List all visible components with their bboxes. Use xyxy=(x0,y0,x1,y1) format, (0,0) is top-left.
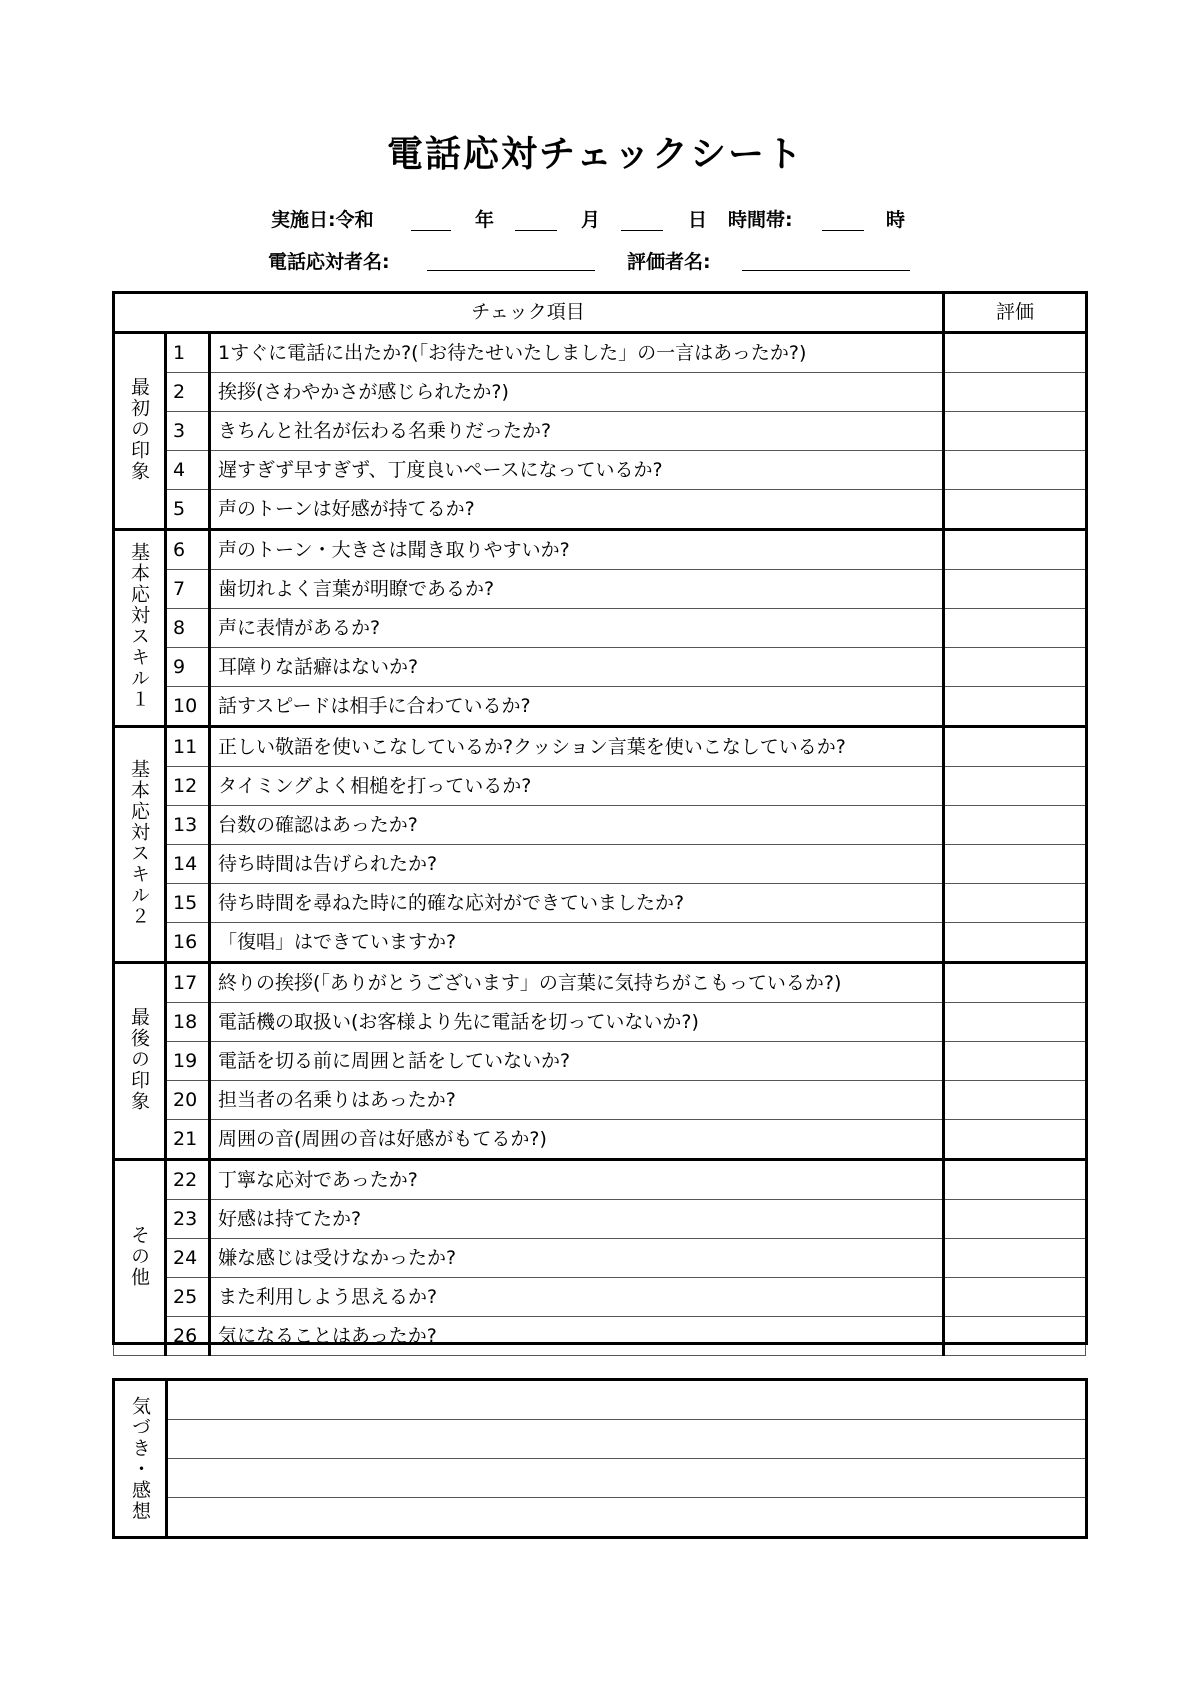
check-item-text: 好感は持てたか? xyxy=(210,1200,944,1239)
evaluation-cell[interactable] xyxy=(944,884,1086,923)
evaluation-cell[interactable] xyxy=(944,1317,1086,1356)
table-row xyxy=(114,923,1086,963)
evaluation-cell[interactable] xyxy=(944,570,1086,609)
evaluation-cell[interactable] xyxy=(944,490,1086,530)
check-item-text: 声に表情があるか? xyxy=(210,609,944,648)
item-number: 8 xyxy=(166,609,210,648)
item-number: 26 xyxy=(166,1317,210,1356)
evaluation-cell[interactable] xyxy=(944,767,1086,806)
header-evaluation: 評価 xyxy=(944,293,1086,333)
evaluation-cell[interactable] xyxy=(944,412,1086,451)
item-number: 11 xyxy=(166,727,210,767)
evaluator-label: 評価者名: xyxy=(627,251,711,273)
evaluation-cell[interactable] xyxy=(944,373,1086,412)
category-cell xyxy=(114,530,166,727)
note-line[interactable] xyxy=(168,1419,1085,1420)
table-row xyxy=(114,412,1086,451)
evaluation-cell[interactable] xyxy=(944,609,1086,648)
item-number: 13 xyxy=(166,806,210,845)
evaluation-cell[interactable] xyxy=(944,1081,1086,1120)
evaluation-cell[interactable] xyxy=(944,727,1086,767)
evaluation-cell[interactable] xyxy=(944,451,1086,490)
year-label: 年 xyxy=(475,209,495,231)
evaluation-cell[interactable] xyxy=(944,1200,1086,1239)
item-number: 5 xyxy=(166,490,210,530)
item-number: 25 xyxy=(166,1278,210,1317)
check-item-text: きちんと社名が伝わる名乗りだったか? xyxy=(210,412,944,451)
date-label: 実施日:令和 xyxy=(271,209,374,231)
check-item-text: 担当者の名乗りはあったか? xyxy=(210,1081,944,1120)
item-number: 23 xyxy=(166,1200,210,1239)
category-label: 最初の印象 xyxy=(128,376,150,482)
check-item-text: 話すスピードは相手に合わているか? xyxy=(210,687,944,727)
table-row xyxy=(114,806,1086,845)
evaluation-cell[interactable] xyxy=(944,530,1086,570)
table-row xyxy=(114,451,1086,490)
table-row xyxy=(114,1160,1086,1200)
table-row xyxy=(114,963,1086,1003)
check-item-text: 電話を切る前に周囲と話をしていないか? xyxy=(210,1042,944,1081)
item-number: 19 xyxy=(166,1042,210,1081)
evaluation-cell[interactable] xyxy=(944,1239,1086,1278)
page-title: 電話応対チェックシート xyxy=(387,134,804,175)
item-number: 18 xyxy=(166,1003,210,1042)
check-item-text: 正しい敬語を使いこなしているか?クッション言葉を使いこなしているか? xyxy=(210,727,944,767)
table-row xyxy=(114,1081,1086,1120)
item-number: 10 xyxy=(166,687,210,727)
item-number: 3 xyxy=(166,412,210,451)
notes-label-cell xyxy=(115,1381,168,1536)
check-item-text: また利用しよう思えるか? xyxy=(210,1278,944,1317)
day-field[interactable] xyxy=(621,230,663,231)
check-item-text: 丁寧な応対であったか? xyxy=(210,1160,944,1200)
table-row xyxy=(114,1317,1086,1356)
category-cell xyxy=(114,1160,166,1356)
notes-label: 気づき・感想 xyxy=(129,1395,151,1522)
check-item-text: 気になることはあったか? xyxy=(210,1317,944,1356)
table-row xyxy=(114,530,1086,570)
check-item-text: 遅すぎず早すぎず、丁度良いペースになっているか? xyxy=(210,451,944,490)
table-row xyxy=(114,648,1086,687)
table-row xyxy=(114,490,1086,530)
item-number: 6 xyxy=(166,530,210,570)
table-row xyxy=(114,687,1086,727)
evaluation-cell[interactable] xyxy=(944,963,1086,1003)
category-label: 基本応対スキル２ xyxy=(128,758,150,927)
table-row xyxy=(114,727,1086,767)
hour-label: 時 xyxy=(886,209,906,231)
item-number: 20 xyxy=(166,1081,210,1120)
month-label: 月 xyxy=(581,209,601,231)
category-label: その他 xyxy=(128,1224,150,1288)
evaluation-cell[interactable] xyxy=(944,1160,1086,1200)
check-item-text: 待ち時間は告げられたか? xyxy=(210,845,944,884)
check-item-text: 電話機の取扱い(お客様より先に電話を切っていないか?) xyxy=(210,1003,944,1042)
table-row xyxy=(114,333,1086,373)
category-label: 基本応対スキル１ xyxy=(128,542,150,710)
month-field[interactable] xyxy=(515,230,557,231)
evaluation-cell[interactable] xyxy=(944,1003,1086,1042)
day-label: 日 xyxy=(688,209,708,231)
check-item-text: 嫌な感じは受けなかったか? xyxy=(210,1239,944,1278)
header-check-item: チェック項目 xyxy=(114,293,944,333)
evaluation-cell[interactable] xyxy=(944,1120,1086,1160)
hour-field[interactable] xyxy=(822,230,864,231)
notes-box xyxy=(112,1378,1088,1539)
item-number: 12 xyxy=(166,767,210,806)
table-row xyxy=(114,1278,1086,1317)
checklist-table xyxy=(113,292,1086,1356)
item-number: 4 xyxy=(166,451,210,490)
check-item-text: 台数の確認はあったか? xyxy=(210,806,944,845)
item-number: 14 xyxy=(166,845,210,884)
year-field[interactable] xyxy=(411,230,451,231)
table-row xyxy=(114,767,1086,806)
time-label: 時間帯: xyxy=(728,209,793,231)
check-item-text: 終りの挨拶(「ありがとうございます」の言葉に気持ちがこもっているか?) xyxy=(210,963,944,1003)
category-cell xyxy=(114,963,166,1160)
item-number: 7 xyxy=(166,570,210,609)
item-number: 2 xyxy=(166,373,210,412)
table-row xyxy=(114,1200,1086,1239)
evaluator-field[interactable] xyxy=(742,270,910,271)
table-row xyxy=(114,1239,1086,1278)
category-cell xyxy=(114,333,166,530)
check-item-text: タイミングよく相槌を打っているか? xyxy=(210,767,944,806)
item-number: 1 xyxy=(166,333,210,373)
evaluation-cell[interactable] xyxy=(944,806,1086,845)
evaluation-cell[interactable] xyxy=(944,648,1086,687)
item-number: 21 xyxy=(166,1120,210,1160)
note-line[interactable] xyxy=(168,1458,1085,1459)
item-number: 17 xyxy=(166,963,210,1003)
table-row xyxy=(114,845,1086,884)
check-item-text: 「復唱」はできていますか? xyxy=(210,923,944,963)
evaluation-cell[interactable] xyxy=(944,687,1086,727)
item-number: 24 xyxy=(166,1239,210,1278)
table-row xyxy=(114,609,1086,648)
table-row xyxy=(114,1042,1086,1081)
category-label: 最後の印象 xyxy=(128,1006,150,1112)
evaluation-cell[interactable] xyxy=(944,1278,1086,1317)
check-item-text: 声のトーン・大きさは聞き取りやすいか? xyxy=(210,530,944,570)
item-number: 16 xyxy=(166,923,210,963)
check-item-text: 歯切れよく言葉が明瞭であるか? xyxy=(210,570,944,609)
table-row xyxy=(114,570,1086,609)
evaluation-cell[interactable] xyxy=(944,1042,1086,1081)
note-line[interactable] xyxy=(168,1497,1085,1498)
check-item-text: 1すぐに電話に出たか?(「お待たせいたしました」の一言はあったか?) xyxy=(210,333,944,373)
responder-field[interactable] xyxy=(427,270,595,271)
evaluation-cell[interactable] xyxy=(944,845,1086,884)
item-number: 9 xyxy=(166,648,210,687)
table-row xyxy=(114,1003,1086,1042)
table-row xyxy=(114,884,1086,923)
check-item-text: 挨拶(さわやかさが感じられたか?) xyxy=(210,373,944,412)
table-row xyxy=(114,373,1086,412)
evaluation-cell[interactable] xyxy=(944,333,1086,373)
check-item-text: 声のトーンは好感が持てるか? xyxy=(210,490,944,530)
check-item-text: 周囲の音(周囲の音は好感がもてるか?) xyxy=(210,1120,944,1160)
table-row xyxy=(114,1120,1086,1160)
responder-label: 電話応対者名: xyxy=(268,251,390,273)
check-item-text: 待ち時間を尋ねた時に的確な応対ができていましたか? xyxy=(210,884,944,923)
item-number: 22 xyxy=(166,1160,210,1200)
item-number: 15 xyxy=(166,884,210,923)
check-item-text: 耳障りな話癖はないか? xyxy=(210,648,944,687)
category-cell xyxy=(114,727,166,963)
evaluation-cell[interactable] xyxy=(944,923,1086,963)
